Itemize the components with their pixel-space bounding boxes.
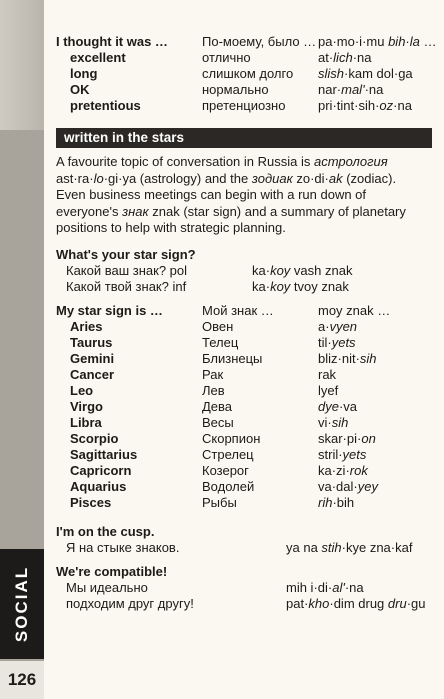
compatible-ru-1: Мы идеально <box>66 580 148 595</box>
english-phrase: pretentious <box>70 98 141 113</box>
cusp-ru: Я на стыке знаков. <box>66 540 180 555</box>
russian-phrase: нормально <box>202 82 269 97</box>
compatible-tr-2: pat·kho·dim drug dru·gu <box>286 596 426 611</box>
english-phrase: long <box>70 66 98 81</box>
box-paragraph: A favourite topic of conversation in Russia is астрология ast·ra·lo·gi·ya (astrology) and the зодиак zo·di·ak (zodiac). Even business meetings can begin with a run down of everyone's знак znak (star sign) and a summary of planetary positions to help with strategic planning. <box>56 154 406 235</box>
question-informal-ru: Какой твой знак? inf <box>66 279 187 294</box>
english-phrase: OK <box>70 82 90 97</box>
compatible-tr-1: mih i·di·al'·na <box>286 580 364 595</box>
question-polite-ru: Какой ваш знак? pol <box>66 263 188 278</box>
english-phrase: excellent <box>70 50 126 65</box>
russian-phrase: претенциозно <box>202 98 286 113</box>
question-informal-tr: ka·koy tvoy znak <box>252 279 349 294</box>
transliteration: pa·mo·i·mu bih·la … <box>318 34 437 49</box>
cusp-tr: ya na stih·kye zna·kaf <box>286 540 413 555</box>
page-number: 126 <box>0 661 44 699</box>
english-phrase: I thought it was … <box>56 34 168 49</box>
russian-phrase: По-моему, было … <box>202 34 317 49</box>
chapter-tab <box>0 549 44 659</box>
chapter-sidebar <box>0 0 44 699</box>
transliteration: at·lich·na <box>318 50 372 65</box>
russian-phrase: отлично <box>202 50 251 65</box>
transliteration: slish·kam dol·ga <box>318 66 413 81</box>
russian-phrase: слишком долго <box>202 66 294 81</box>
box-title: written in the stars <box>56 128 432 148</box>
cusp-phrase: I'm on the cusp. <box>56 524 155 539</box>
compatible-ru-2: подходим друг другу! <box>66 596 194 611</box>
compatible-phrase: We're compatible! <box>56 564 168 579</box>
chapter-label: SOCIAL <box>12 565 31 643</box>
transliteration: nar·mal'·na <box>318 82 384 97</box>
question-star-sign: What's your star sign? <box>56 247 196 262</box>
question-polite-tr: ka·koy vash znak <box>252 263 353 278</box>
transliteration: pri·tint·sih·oz·na <box>318 98 412 113</box>
